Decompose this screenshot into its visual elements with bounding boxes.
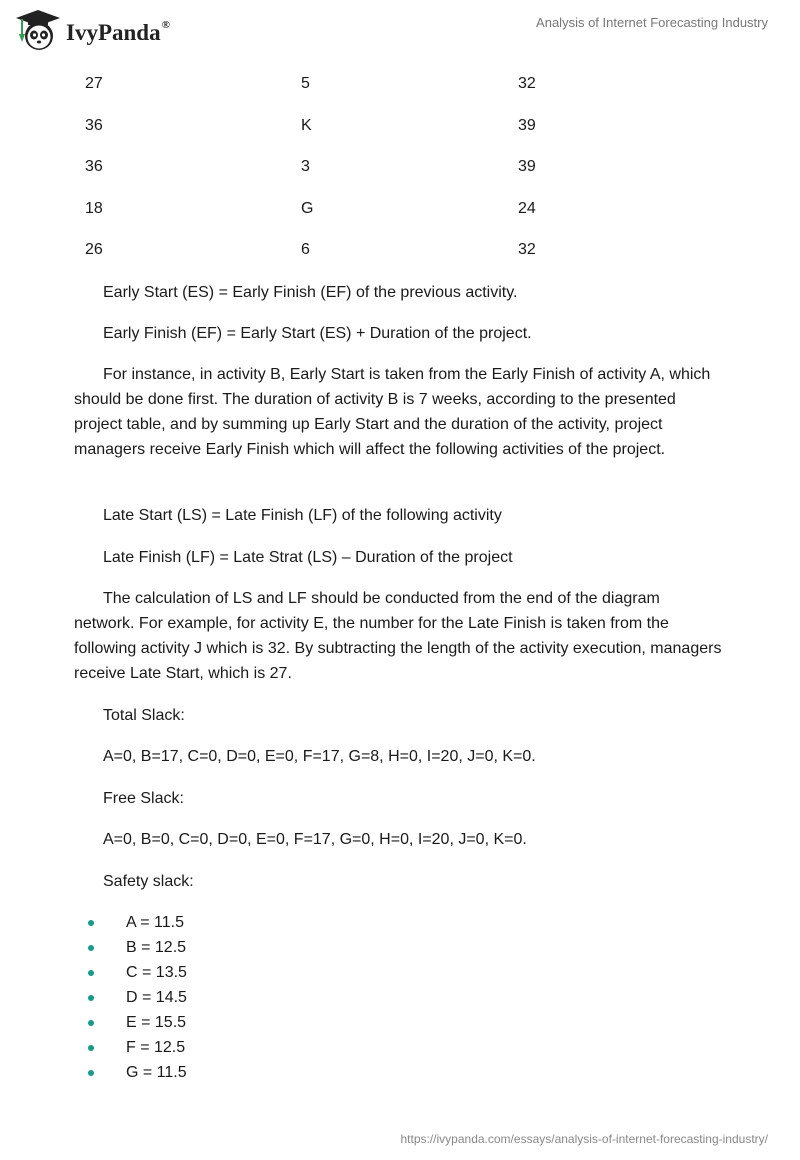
safety-slack-heading: Safety slack:: [103, 873, 194, 890]
free-slack-values: A=0, B=0, C=0, D=0, E=0, F=17, G=0, H=0, I=20, J=0, K=0.: [103, 831, 527, 848]
list-item: A = 11.5: [74, 910, 187, 935]
es-formula: Early Start (ES) = Early Finish (EF) of the previous activity.: [103, 284, 518, 301]
table-cell: K: [301, 116, 312, 134]
list-item: C = 13.5: [74, 960, 187, 985]
bullet-icon: [88, 1020, 94, 1026]
ls-formula: Late Start (LS) = Late Finish (LF) of the following activity: [103, 507, 502, 524]
document-title: Analysis of Internet Forecasting Industry: [536, 15, 768, 30]
table-row: [85, 196, 725, 238]
lf-formula: Late Finish (LF) = Late Strat (LS) – Duration of the project: [103, 549, 513, 566]
bullet-icon: [88, 945, 94, 951]
bullet-icon: [88, 1045, 94, 1051]
table-row: [85, 237, 725, 279]
table-cell: 36: [85, 116, 103, 134]
table-cell: 18: [85, 199, 103, 217]
total-slack-heading: Total Slack:: [103, 707, 185, 724]
table-cell: 39: [518, 158, 536, 175]
table-cell: 6: [301, 241, 310, 258]
list-item: D = 14.5: [74, 985, 187, 1010]
activity-b-paragraph: For instance, in activity B, Early Start is taken from the Early Finish of activity A, which should be done first. The duration of activity B is 7 weeks, according to the presented project table, and by summing up Early Start and the duration of the activity, project managers receive Early Finish which will affect the following activities of the project.: [74, 366, 711, 458]
page-header: [0, 0, 800, 60]
table-cell: 24: [518, 199, 536, 217]
table-cell: 3: [301, 158, 310, 175]
panda-logo-icon: [14, 8, 62, 52]
list-item: E = 15.5: [74, 1010, 187, 1035]
table-row: [85, 154, 725, 196]
table-cell: 32: [518, 75, 536, 92]
list-item: B = 12.5: [74, 935, 187, 960]
table-cell: G: [301, 199, 314, 217]
bullet-icon: [88, 1070, 94, 1076]
bullet-icon: [88, 920, 94, 926]
ef-formula: Early Finish (EF) = Early Start (ES) + Duration of the project.: [103, 325, 532, 342]
activity-table: [85, 71, 725, 279]
table-cell: 39: [518, 116, 536, 134]
ls-lf-paragraph: The calculation of LS and LF should be conducted from the end of the diagram network. For example, for activity E, the number for the Late Finish is taken from the following activity J which is 32. By subtracting the length of the activity execution, managers receive Late Start, which is 27.: [74, 590, 722, 682]
table-cell: 5: [301, 75, 310, 92]
bullet-icon: [88, 970, 94, 976]
table-cell: 36: [85, 158, 103, 175]
free-slack-heading: Free Slack:: [103, 790, 184, 807]
list-item: F = 12.5: [74, 1035, 187, 1060]
table-row: [85, 71, 725, 113]
source-url[interactable]: https://ivypanda.com/essays/analysis-of-internet-forecasting-industry/: [400, 1132, 768, 1146]
table-cell: 26: [85, 241, 103, 258]
bullet-icon: [88, 995, 94, 1001]
table-cell: 27: [85, 75, 103, 92]
logo[interactable]: [14, 8, 170, 52]
list-item: G = 11.5: [74, 1060, 187, 1085]
table-row: [85, 113, 725, 155]
safety-slack-list: [74, 910, 187, 1085]
total-slack-values: A=0, B=17, C=0, D=0, E=0, F=17, G=8, H=0, I=20, J=0, K=0.: [103, 748, 536, 765]
table-cell: 32: [518, 241, 536, 258]
brand-name: IvyPanda®: [66, 18, 170, 45]
